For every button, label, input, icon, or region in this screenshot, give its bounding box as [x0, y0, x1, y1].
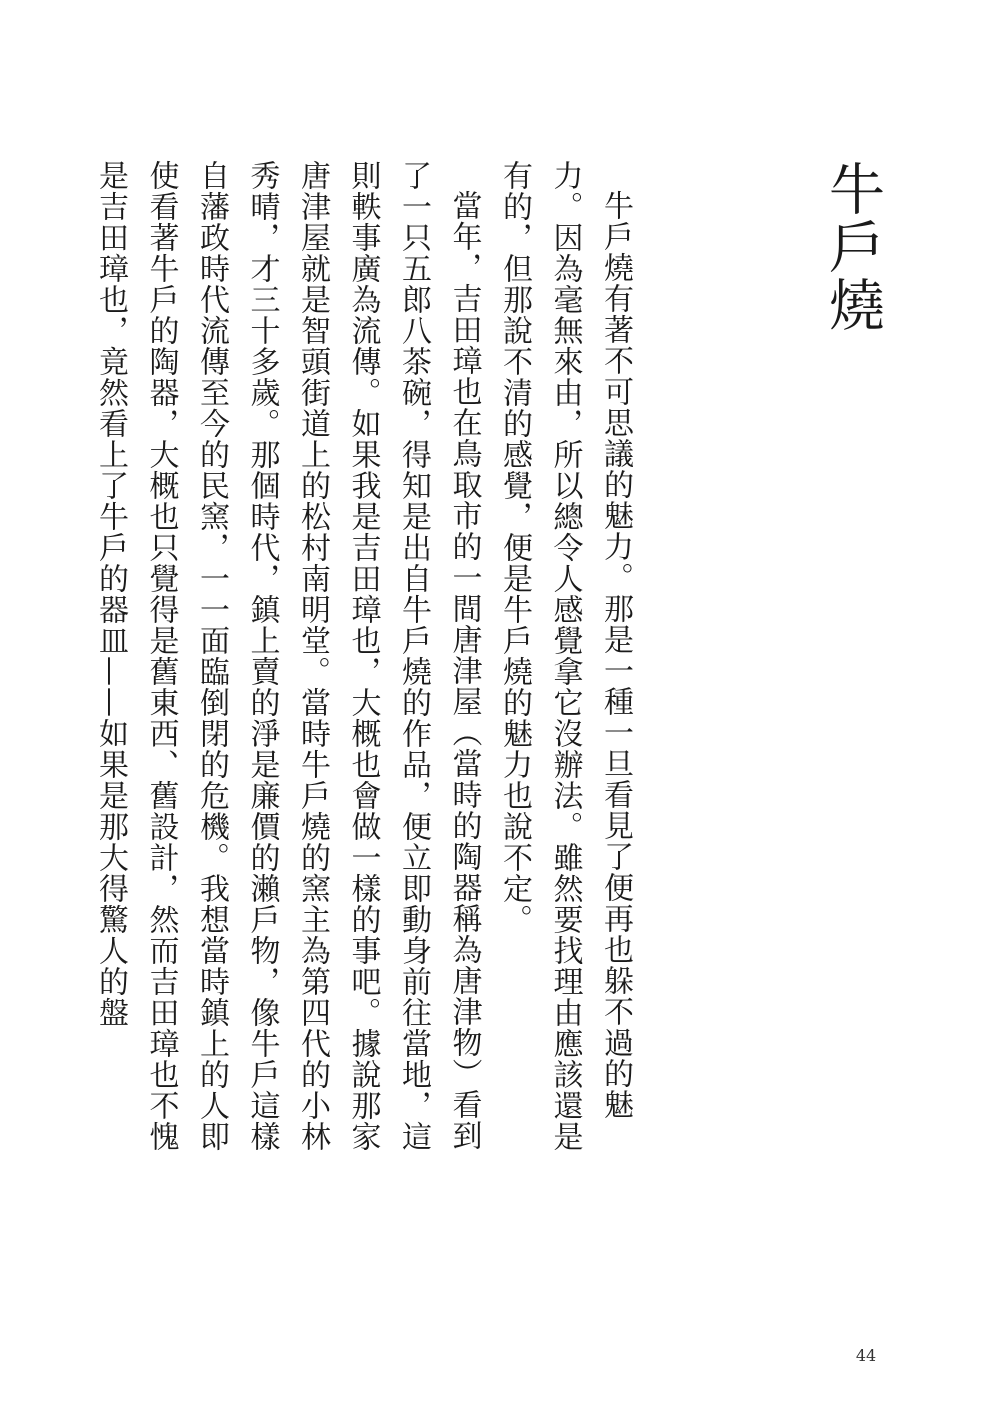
- body-text: [93, 160, 640, 1170]
- page-number: 44: [855, 1346, 877, 1365]
- paragraph: 當年，吉田璋也在鳥取市的一間唐津屋（當時的陶器稱為唐津物）看到了一只五郎八茶碗，得知是出自牛戶燒的作品，便立即動身前往當地，這則軼事廣為流傳。如果我是吉田璋也，大概也會做一樣的事吧。據說那家唐津屋就是智頭街道上的松村南明堂。當時牛戶燒的窯主為第四代的小林秀晴，才三十多歲。那個時代，鎮上賣的淨是廉價的瀨戶物，像牛戶這樣自藩政時代流傳至今的民窯，一一面臨倒閉的危機。我想當時鎮上的人即使看著牛戶的陶器，大概也只覺得是舊東西、舊設計，然而吉田璋也不愧是吉田璋也，竟然看上了牛戶的器皿——如果是那大得驚人的盤: [93, 160, 482, 1152]
- page-title: 牛戶燒: [820, 160, 885, 334]
- paragraph: 牛戶燒有著不可思議的魅力。那是一種一旦看見了便再也躲不過的魅力。因為毫無來由，所以總令人感覺拿它沒辦法。雖然要找理由應該還是有的，但那說不清的感覺，便是牛戶燒的魅力也說不定。: [497, 160, 633, 1152]
